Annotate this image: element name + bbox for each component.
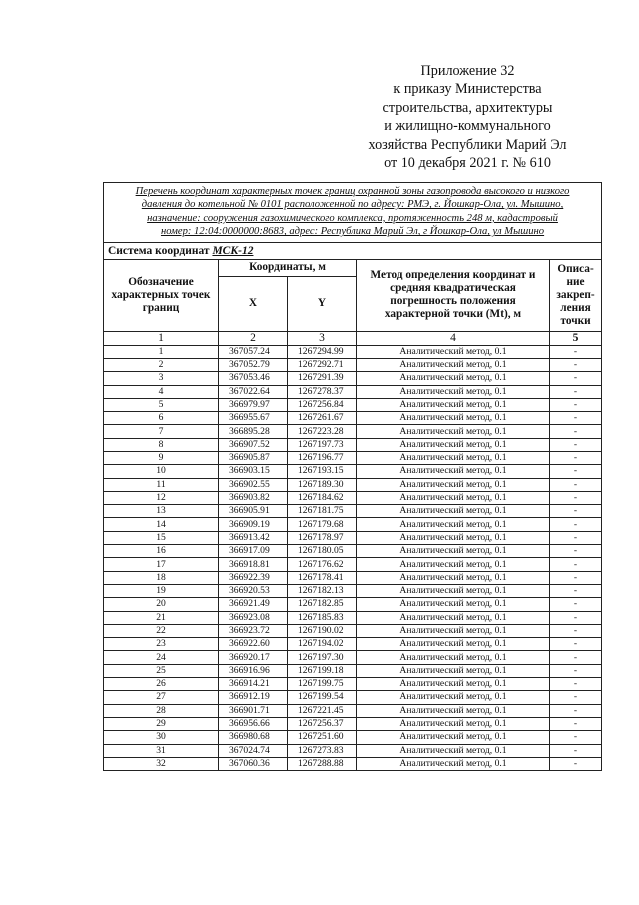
coord-x: 367024.74 (219, 744, 288, 757)
col-header-description: Описа-ние закреп-ления точки (550, 259, 602, 331)
point-number: 22 (104, 624, 219, 637)
coord-y: 1267261.67 (288, 412, 357, 425)
coord-x: 366909.19 (219, 518, 288, 531)
table-row (104, 584, 602, 597)
method: Аналитический метод, 0.1 (357, 717, 550, 730)
coordinate-system (104, 242, 602, 259)
table-row (104, 717, 602, 730)
fixation-description: - (550, 691, 602, 704)
coord-x: 366922.39 (219, 571, 288, 584)
fixation-description: - (550, 412, 602, 425)
table-row (104, 558, 602, 571)
point-number: 5 (104, 398, 219, 411)
coord-y: 1267294.99 (288, 345, 357, 358)
table-row (104, 664, 602, 677)
fixation-description: - (550, 558, 602, 571)
fixation-description: - (550, 611, 602, 624)
point-number: 30 (104, 731, 219, 744)
table-row (104, 438, 602, 451)
coord-y: 1267181.75 (288, 505, 357, 518)
fixation-description: - (550, 638, 602, 651)
fixation-description: - (550, 491, 602, 504)
coord-y: 1267176.62 (288, 558, 357, 571)
col-header-point: Обозначение характерных точек границ (104, 259, 219, 331)
point-number: 28 (104, 704, 219, 717)
coord-y: 1267221.45 (288, 704, 357, 717)
method: Аналитический метод, 0.1 (357, 425, 550, 438)
coord-y: 1267178.41 (288, 571, 357, 584)
method: Аналитический метод, 0.1 (357, 571, 550, 584)
coord-x: 366903.15 (219, 465, 288, 478)
table-caption (104, 183, 602, 243)
table-row (104, 425, 602, 438)
coord-y: 1267184.62 (288, 491, 357, 504)
coord-x: 366902.55 (219, 478, 288, 491)
point-number: 26 (104, 678, 219, 691)
coord-x: 366956.66 (219, 717, 288, 730)
fixation-description: - (550, 345, 602, 358)
col-header-y: Y (288, 276, 357, 331)
fixation-description: - (550, 731, 602, 744)
document-header (340, 62, 595, 172)
table-row (104, 452, 602, 465)
method: Аналитический метод, 0.1 (357, 518, 550, 531)
table-row (104, 638, 602, 651)
table-row (104, 398, 602, 411)
coord-y: 1267194.02 (288, 638, 357, 651)
coord-y: 1267288.88 (288, 757, 357, 770)
point-number: 7 (104, 425, 219, 438)
coord-x: 366980.68 (219, 731, 288, 744)
header-line: и жилищно-коммунального (384, 118, 551, 135)
method: Аналитический метод, 0.1 (357, 651, 550, 664)
point-number: 16 (104, 545, 219, 558)
col-header-coords: Координаты, м (219, 259, 357, 276)
point-number: 2 (104, 358, 219, 371)
coord-y: 1267199.54 (288, 691, 357, 704)
point-number: 6 (104, 412, 219, 425)
method: Аналитический метод, 0.1 (357, 491, 550, 504)
caption-line: давления до котельной № 0101 расположенной по адресу: РМЭ, г. Йошкар-Ола, ул. Мышино, (141, 199, 564, 211)
fixation-description: - (550, 545, 602, 558)
method: Аналитический метод, 0.1 (357, 584, 550, 597)
coord-x: 366920.53 (219, 584, 288, 597)
method: Аналитический метод, 0.1 (357, 638, 550, 651)
coord-x: 366955.67 (219, 412, 288, 425)
fixation-description: - (550, 438, 602, 451)
coord-x: 366905.87 (219, 452, 288, 465)
method: Аналитический метод, 0.1 (357, 678, 550, 691)
fixation-description: - (550, 425, 602, 438)
fixation-description: - (550, 664, 602, 677)
method: Аналитический метод, 0.1 (357, 691, 550, 704)
table-row (104, 412, 602, 425)
column-number: 4 (357, 331, 550, 345)
method: Аналитический метод, 0.1 (357, 505, 550, 518)
point-number: 20 (104, 598, 219, 611)
fixation-description: - (550, 678, 602, 691)
column-numbers-row (104, 331, 602, 345)
fixation-description: - (550, 598, 602, 611)
column-number: 2 (219, 331, 288, 345)
point-number: 19 (104, 584, 219, 597)
table-row (104, 358, 602, 371)
end-divider (302, 770, 392, 771)
table-row (104, 545, 602, 558)
coord-y: 1267197.73 (288, 438, 357, 451)
method: Аналитический метод, 0.1 (357, 465, 550, 478)
fixation-description: - (550, 584, 602, 597)
coord-y: 1267223.28 (288, 425, 357, 438)
point-number: 13 (104, 505, 219, 518)
header-row-1 (104, 259, 602, 276)
method: Аналитический метод, 0.1 (357, 345, 550, 358)
point-number: 1 (104, 345, 219, 358)
coord-x: 366923.08 (219, 611, 288, 624)
col-header-x: X (219, 276, 288, 331)
coord-y: 1267185.83 (288, 611, 357, 624)
fixation-description: - (550, 465, 602, 478)
header-line: от 10 декабря 2021 г. № 610 (384, 155, 551, 172)
coord-x: 366912.19 (219, 691, 288, 704)
method: Аналитический метод, 0.1 (357, 664, 550, 677)
table-row (104, 598, 602, 611)
column-number: 1 (104, 331, 219, 345)
coord-y: 1267190.02 (288, 624, 357, 637)
table-row (104, 372, 602, 385)
coord-x: 366920.17 (219, 651, 288, 664)
coord-x: 366895.28 (219, 425, 288, 438)
coord-x: 367052.79 (219, 358, 288, 371)
table-row (104, 345, 602, 358)
method: Аналитический метод, 0.1 (357, 704, 550, 717)
method: Аналитический метод, 0.1 (357, 478, 550, 491)
method: Аналитический метод, 0.1 (357, 385, 550, 398)
method: Аналитический метод, 0.1 (357, 744, 550, 757)
method: Аналитический метод, 0.1 (357, 452, 550, 465)
point-number: 17 (104, 558, 219, 571)
header-line: строительства, архитектуры (382, 99, 553, 116)
coord-y: 1267197.30 (288, 651, 357, 664)
table-row (104, 691, 602, 704)
coord-y: 1267199.75 (288, 678, 357, 691)
table-row (104, 385, 602, 398)
coord-y: 1267291.39 (288, 372, 357, 385)
column-number: 5 (550, 331, 602, 345)
point-number: 23 (104, 638, 219, 651)
table-row (104, 505, 602, 518)
coordinates-table-wrapper (103, 182, 601, 771)
method: Аналитический метод, 0.1 (357, 358, 550, 371)
fixation-description: - (550, 531, 602, 544)
fixation-description: - (550, 744, 602, 757)
table-row (104, 491, 602, 504)
coord-y: 1267179.68 (288, 518, 357, 531)
point-number: 21 (104, 611, 219, 624)
coord-y: 1267292.71 (288, 358, 357, 371)
coord-y: 1267256.84 (288, 398, 357, 411)
point-number: 9 (104, 452, 219, 465)
method: Аналитический метод, 0.1 (357, 624, 550, 637)
fixation-description: - (550, 398, 602, 411)
table-row (104, 518, 602, 531)
fixation-description: - (550, 571, 602, 584)
coord-y: 1267251.60 (288, 731, 357, 744)
method: Аналитический метод, 0.1 (357, 757, 550, 770)
table-row (104, 571, 602, 584)
caption-line: Перечень координат характерных точек границ охранной зоны газопровода высокого и низкого (135, 186, 570, 197)
fixation-description: - (550, 478, 602, 491)
table-row (104, 478, 602, 491)
point-number: 32 (104, 757, 219, 770)
table-row (104, 678, 602, 691)
method: Аналитический метод, 0.1 (357, 412, 550, 425)
coord-y: 1267189.30 (288, 478, 357, 491)
caption-line: назначение: сооружения газохимического комплекса, протяженность 248 м, кадастровый (147, 212, 558, 224)
fixation-description: - (550, 385, 602, 398)
table-row (104, 624, 602, 637)
coord-x: 367022.64 (219, 385, 288, 398)
table-caption-row (104, 183, 602, 243)
coord-y: 1267180.05 (288, 545, 357, 558)
coord-y: 1267196.77 (288, 452, 357, 465)
point-number: 15 (104, 531, 219, 544)
table-row (104, 611, 602, 624)
fixation-description: - (550, 505, 602, 518)
point-number: 3 (104, 372, 219, 385)
point-number: 18 (104, 571, 219, 584)
method: Аналитический метод, 0.1 (357, 438, 550, 451)
method: Аналитический метод, 0.1 (357, 598, 550, 611)
coord-x: 366913.42 (219, 531, 288, 544)
coord-x: 366905.91 (219, 505, 288, 518)
coord-x: 366923.72 (219, 624, 288, 637)
coordinate-system-row (104, 242, 602, 259)
coord-x: 367057.24 (219, 345, 288, 358)
fixation-description: - (550, 358, 602, 371)
method: Аналитический метод, 0.1 (357, 531, 550, 544)
coord-x: 366914.21 (219, 678, 288, 691)
fixation-description: - (550, 704, 602, 717)
coordinates-table (103, 182, 602, 771)
table-row (104, 731, 602, 744)
header-line: Приложение 32 (420, 63, 515, 79)
coord-y: 1267273.83 (288, 744, 357, 757)
point-number: 4 (104, 385, 219, 398)
coord-x: 366921.49 (219, 598, 288, 611)
coord-x: 366901.71 (219, 704, 288, 717)
col-header-method: Метод определения координат и средняя квадратическая погрешность положения характерной точки (Mt), м (357, 259, 550, 331)
coord-x: 367053.46 (219, 372, 288, 385)
coordinate-system-label: Система координат (108, 244, 210, 257)
coord-x: 366918.81 (219, 558, 288, 571)
point-number: 31 (104, 744, 219, 757)
table-row (104, 704, 602, 717)
coord-x: 367060.36 (219, 757, 288, 770)
coord-x: 366922.60 (219, 638, 288, 651)
coord-x: 366907.52 (219, 438, 288, 451)
table-row (104, 531, 602, 544)
method: Аналитический метод, 0.1 (357, 372, 550, 385)
point-number: 8 (104, 438, 219, 451)
coord-x: 366903.82 (219, 491, 288, 504)
coordinate-system-value: МСК-12 (212, 244, 254, 257)
method: Аналитический метод, 0.1 (357, 558, 550, 571)
point-number: 25 (104, 664, 219, 677)
coord-y: 1267182.85 (288, 598, 357, 611)
fixation-description: - (550, 452, 602, 465)
point-number: 24 (104, 651, 219, 664)
method: Аналитический метод, 0.1 (357, 611, 550, 624)
point-number: 14 (104, 518, 219, 531)
coord-y: 1267199.18 (288, 664, 357, 677)
table-row (104, 744, 602, 757)
table-row (104, 651, 602, 664)
fixation-description: - (550, 651, 602, 664)
point-number: 12 (104, 491, 219, 504)
coord-y: 1267278.37 (288, 385, 357, 398)
table-row (104, 757, 602, 770)
coord-y: 1267256.37 (288, 717, 357, 730)
column-number: 3 (288, 331, 357, 345)
method: Аналитический метод, 0.1 (357, 731, 550, 744)
coord-x: 366917.09 (219, 545, 288, 558)
header-line: к приказу Министерства (393, 81, 542, 98)
point-number: 29 (104, 717, 219, 730)
coord-x: 366979.97 (219, 398, 288, 411)
method: Аналитический метод, 0.1 (357, 398, 550, 411)
header-line: хозяйства Республики Марий Эл (368, 136, 567, 153)
coord-y: 1267193.15 (288, 465, 357, 478)
method: Аналитический метод, 0.1 (357, 545, 550, 558)
coord-x: 366916.96 (219, 664, 288, 677)
caption-line: номер: 12:04:0000000:8683, адрес: Республика Марий Эл, г Йошкар-Ола, ул Мышино (160, 226, 545, 238)
coord-y: 1267182.13 (288, 584, 357, 597)
point-number: 27 (104, 691, 219, 704)
fixation-description: - (550, 372, 602, 385)
coord-y: 1267178.97 (288, 531, 357, 544)
point-number: 10 (104, 465, 219, 478)
point-number: 11 (104, 478, 219, 491)
fixation-description: - (550, 717, 602, 730)
table-row (104, 465, 602, 478)
fixation-description: - (550, 757, 602, 770)
fixation-description: - (550, 518, 602, 531)
fixation-description: - (550, 624, 602, 637)
